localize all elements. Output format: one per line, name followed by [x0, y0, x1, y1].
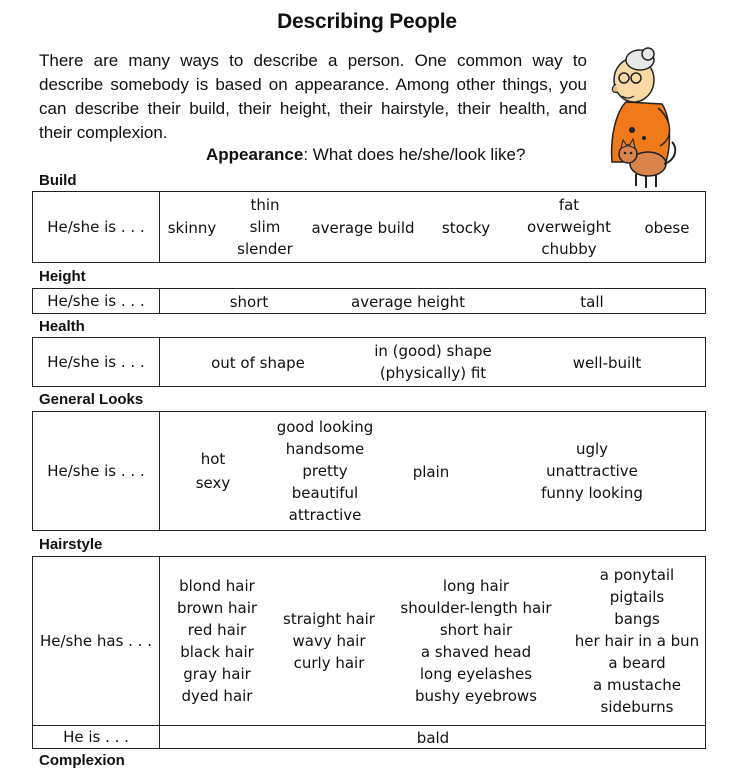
- old-lady-with-cat-illustration: [596, 42, 692, 192]
- list-item: bushy eyebrows: [415, 687, 537, 705]
- build-row-label: He/she is . . .: [33, 192, 160, 262]
- looks-col-ugly-group: [527, 412, 657, 530]
- looks-col-good-looking-group: [265, 412, 385, 530]
- height-row-label: He/she is . . .: [33, 289, 160, 313]
- hair-col-style-group: [569, 557, 705, 725]
- build-average-build: average build: [311, 219, 415, 237]
- section-heading-general-looks: General Looks: [39, 391, 144, 408]
- list-item: black hair: [180, 643, 254, 661]
- page-title: Describing People: [277, 10, 457, 33]
- list-item: dyed hair: [181, 687, 253, 705]
- list-item: a ponytail: [599, 566, 675, 584]
- list-item: wavy hair: [292, 632, 366, 650]
- list-item: straight hair: [283, 610, 375, 628]
- list-item: slender: [237, 240, 293, 258]
- hairstyle-table: [32, 556, 706, 726]
- hair-col-color-group: [165, 557, 269, 725]
- list-item: hot: [200, 450, 226, 468]
- list-item: short hair: [439, 621, 513, 639]
- list-item: attractive: [288, 506, 362, 524]
- health-row-label: He/she is . . .: [33, 338, 160, 386]
- question-rest: : What does he/she/look like?: [303, 145, 526, 164]
- list-item: gray hair: [183, 665, 251, 683]
- hair-col-texture-group: [273, 557, 385, 725]
- section-heading-hairstyle: Hairstyle: [39, 536, 103, 553]
- build-obese: obese: [644, 219, 690, 237]
- bald-row-label: He is . . .: [33, 726, 160, 748]
- general-looks-row-label: He/she is . . .: [33, 412, 160, 530]
- looks-plain: plain: [412, 463, 450, 481]
- list-item: overweight: [526, 218, 612, 236]
- height-short: short: [229, 293, 269, 311]
- list-item: thin: [250, 196, 280, 214]
- health-well-built: well-built: [572, 354, 642, 372]
- build-col-fat-group: [519, 192, 619, 262]
- looks-col-hot-group: [173, 412, 253, 530]
- health-col-fit-group: [363, 338, 503, 386]
- hair-bald: bald: [416, 729, 450, 747]
- list-item: her hair in a bun: [574, 632, 700, 650]
- list-item: a shaved head: [420, 643, 532, 661]
- list-item: handsome: [285, 440, 365, 458]
- list-item: long hair: [442, 577, 510, 595]
- health-table: [32, 337, 706, 387]
- section-heading-height: Height: [39, 268, 86, 285]
- list-item: (physically) fit: [379, 364, 487, 382]
- health-out-of-shape: out of shape: [211, 354, 305, 372]
- height-tall: tall: [580, 293, 604, 311]
- list-item: red hair: [187, 621, 247, 639]
- hairstyle-row-label: He/she has . . .: [33, 557, 160, 725]
- list-item: curly hair: [293, 654, 365, 672]
- list-item: a beard: [608, 654, 666, 672]
- list-item: good looking: [276, 418, 374, 436]
- list-item: sexy: [195, 474, 231, 492]
- list-item: bangs: [614, 610, 660, 628]
- general-looks-table: [32, 411, 706, 531]
- section-heading-health: Health: [39, 318, 85, 335]
- bald-row: [32, 725, 706, 749]
- list-item: slim: [249, 218, 281, 236]
- question-bold: Appearance: [206, 145, 304, 164]
- intro-paragraph: There are many ways to describe a person. One common way to describe somebody is based on appearance. Among other things, you can describe their build, their height, their hairstyle, their health, and their complexion.: [39, 51, 587, 142]
- height-average: average height: [351, 293, 465, 311]
- section-heading-build: Build: [39, 172, 77, 189]
- build-col-thin-group: [225, 192, 305, 262]
- list-item: blond hair: [179, 577, 255, 595]
- appearance-question: [206, 145, 525, 165]
- list-item: sideburns: [600, 698, 674, 716]
- list-item: pretty: [302, 462, 348, 480]
- build-table: [32, 191, 706, 263]
- hair-col-length-group: [391, 557, 561, 725]
- list-item: funny looking: [541, 484, 643, 502]
- list-item: long eyelashes: [419, 665, 533, 683]
- list-item: chubby: [541, 240, 597, 258]
- list-item: ugly: [575, 440, 609, 458]
- list-item: a mustache: [593, 676, 681, 694]
- build-stocky: stocky: [441, 219, 491, 237]
- build-skinny: skinny: [167, 219, 217, 237]
- list-item: unattractive: [546, 462, 638, 480]
- list-item: shoulder-length hair: [400, 599, 552, 617]
- section-heading-complexion: Complexion: [39, 752, 125, 769]
- list-item: pigtails: [609, 588, 665, 606]
- list-item: brown hair: [176, 599, 258, 617]
- height-table: [32, 288, 706, 314]
- list-item: in (good) shape: [374, 342, 492, 360]
- list-item: fat: [558, 196, 580, 214]
- list-item: beautiful: [291, 484, 359, 502]
